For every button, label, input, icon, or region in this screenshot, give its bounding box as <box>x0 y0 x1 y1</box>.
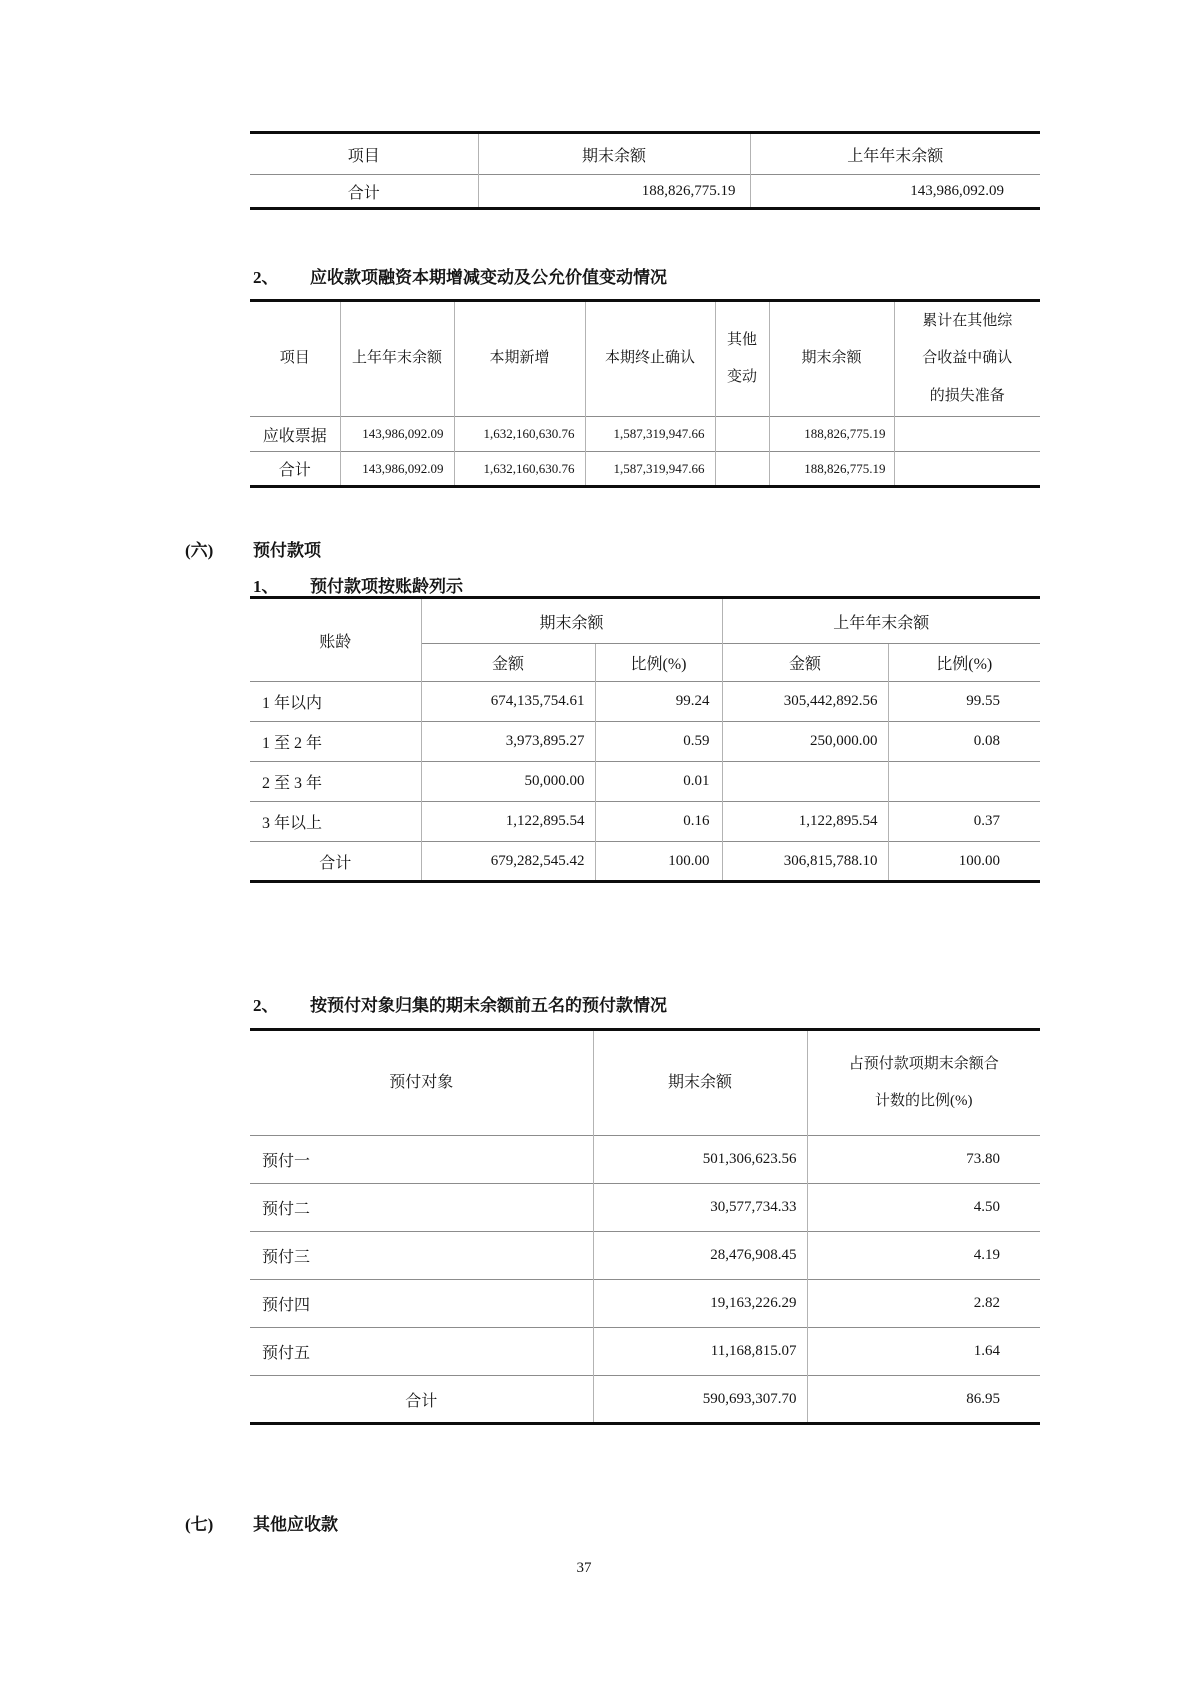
table-cell: 合计 <box>250 452 340 487</box>
header-cell: 金额 <box>421 644 595 682</box>
section-heading-receivables-financing <box>253 263 667 288</box>
table-cell: 3 年以上 <box>250 802 421 842</box>
heading-title: 预付款项按账龄列示 <box>310 577 463 596</box>
table-cell: 590,693,307.70 <box>593 1376 807 1424</box>
table-header-row <box>250 1030 1040 1136</box>
table-cell: 188,826,775.19 <box>478 175 750 209</box>
header-cell: 期末余额 <box>593 1030 807 1136</box>
heading-label: 1、 <box>253 577 279 596</box>
table-cell: 143,986,092.09 <box>340 417 454 452</box>
heading-label: 2、 <box>253 996 279 1015</box>
header-cell: 本期终止确认 <box>585 301 715 417</box>
heading-label: (六) <box>185 541 214 560</box>
header-cell: 上年年末余额 <box>340 301 454 417</box>
subsection-heading-aging <box>253 572 463 597</box>
header-cell: 期末余额 <box>769 301 894 417</box>
heading-title: 应收款项融资本期增减变动及公允价值变动情况 <box>310 268 667 287</box>
table-cell: 预付四 <box>250 1280 593 1328</box>
table-row <box>250 175 1040 209</box>
subsection-heading-top5 <box>253 991 667 1016</box>
table-row <box>250 722 1040 762</box>
table-cell: 11,168,815.07 <box>593 1328 807 1376</box>
table-cell: 2.82 <box>807 1280 1040 1328</box>
table-cell: 应收票据 <box>250 417 340 452</box>
page-number: 37 <box>576 1560 592 1576</box>
table-cell <box>894 417 1040 452</box>
table-cell: 预付二 <box>250 1184 593 1232</box>
header-cell: 账龄 <box>319 633 352 651</box>
table-cell: 1 年以内 <box>250 682 421 722</box>
table-cell: 1,122,895.54 <box>421 802 595 842</box>
table-header-row <box>250 301 1040 417</box>
table-cell: 73.80 <box>807 1136 1040 1184</box>
table-cell: 100.00 <box>595 842 722 882</box>
table-cell: 合计 <box>250 175 478 209</box>
table-cell: 100.00 <box>888 842 1040 882</box>
table-cell: 0.08 <box>888 722 1040 762</box>
table-cell: 188,826,775.19 <box>769 452 894 487</box>
table-cell <box>894 452 1040 487</box>
header-cell: 其他变动 <box>715 301 769 417</box>
table-cell: 306,815,788.10 <box>722 842 888 882</box>
table-cell: 143,986,092.09 <box>340 452 454 487</box>
header-cell: 项目 <box>279 350 310 367</box>
table-cell: 143,986,092.09 <box>750 175 1040 209</box>
table-cell <box>888 762 1040 802</box>
table-cell: 679,282,545.42 <box>421 842 595 882</box>
table-row <box>250 1280 1040 1328</box>
table-cell: 0.01 <box>595 762 722 802</box>
table-row <box>250 1328 1040 1376</box>
table-cell: 预付三 <box>250 1232 593 1280</box>
table-row <box>250 1136 1040 1184</box>
header-cell: 期末余额 <box>421 598 722 644</box>
table-row <box>250 1376 1040 1424</box>
heading-title: 其他应收款 <box>253 1515 338 1534</box>
section-heading-other-receivables <box>185 1510 338 1535</box>
heading-label: 2、 <box>253 268 279 287</box>
table-cell: 1,122,895.54 <box>722 802 888 842</box>
table-cell: 674,135,754.61 <box>421 682 595 722</box>
table-row <box>250 682 1040 722</box>
header-cell: 预付对象 <box>389 1074 454 1092</box>
header-cell: 上年年末余额 <box>722 598 1040 644</box>
header-cell: 比例(%) <box>888 644 1040 682</box>
section-heading-prepayments <box>185 536 321 561</box>
table-cell: 86.95 <box>807 1376 1040 1424</box>
table-row <box>250 1184 1040 1232</box>
heading-label: (七) <box>185 1515 214 1534</box>
header-cell: 占预付款项期末余额合计数的比例(%) <box>807 1030 1040 1136</box>
table-cell: 30,577,734.33 <box>593 1184 807 1232</box>
header-cell: 累计在其他综合收益中确认的损失准备 <box>894 301 1040 417</box>
table-cell: 1,632,160,630.76 <box>454 417 585 452</box>
table-row <box>250 802 1040 842</box>
table-cell <box>722 762 888 802</box>
table-cell: 0.16 <box>595 802 722 842</box>
table-cell: 预付一 <box>250 1136 593 1184</box>
table-cell: 19,163,226.29 <box>593 1280 807 1328</box>
table-cell: 预付五 <box>250 1328 593 1376</box>
table-row <box>250 762 1040 802</box>
table-cell <box>715 417 769 452</box>
heading-title: 预付款项 <box>253 541 321 560</box>
table-cell: 305,442,892.56 <box>722 682 888 722</box>
table-cell: 1,587,319,947.66 <box>585 452 715 487</box>
table-cell: 28,476,908.45 <box>593 1232 807 1280</box>
table-cell: 250,000.00 <box>722 722 888 762</box>
table-row <box>250 1232 1040 1280</box>
header-cell: 项目 <box>347 147 380 165</box>
table-cell: 0.59 <box>595 722 722 762</box>
table-cell: 合计 <box>250 842 421 882</box>
table-cell: 501,306,623.56 <box>593 1136 807 1184</box>
header-cell: 期末余额 <box>478 133 750 175</box>
table-cell <box>715 452 769 487</box>
table-cell: 50,000.00 <box>421 762 595 802</box>
table-cell: 99.24 <box>595 682 722 722</box>
balance-total-table <box>250 131 1040 210</box>
table-cell: 1 至 2 年 <box>250 722 421 762</box>
table-cell: 99.55 <box>888 682 1040 722</box>
table-row <box>250 417 1040 452</box>
header-cell: 本期新增 <box>454 301 585 417</box>
table-row <box>250 842 1040 882</box>
table-header-row <box>250 598 1040 644</box>
table-cell: 1,632,160,630.76 <box>454 452 585 487</box>
table-row <box>250 452 1040 487</box>
prepayment-aging-table <box>250 596 1040 883</box>
table-cell: 4.50 <box>807 1184 1040 1232</box>
receivables-financing-table <box>250 299 1040 488</box>
table-cell: 188,826,775.19 <box>769 417 894 452</box>
table-cell: 合计 <box>250 1376 593 1424</box>
table-cell: 0.37 <box>888 802 1040 842</box>
top5-prepayment-table <box>250 1028 1040 1425</box>
header-cell: 上年年末余额 <box>750 133 1040 175</box>
header-cell: 金额 <box>722 644 888 682</box>
table-cell: 1.64 <box>807 1328 1040 1376</box>
table-cell: 1,587,319,947.66 <box>585 417 715 452</box>
header-cell: 比例(%) <box>595 644 722 682</box>
table-cell: 4.19 <box>807 1232 1040 1280</box>
table-header-row <box>250 133 1040 175</box>
table-cell: 3,973,895.27 <box>421 722 595 762</box>
table-cell: 2 至 3 年 <box>250 762 421 802</box>
heading-title: 按预付对象归集的期末余额前五名的预付款情况 <box>310 996 667 1015</box>
